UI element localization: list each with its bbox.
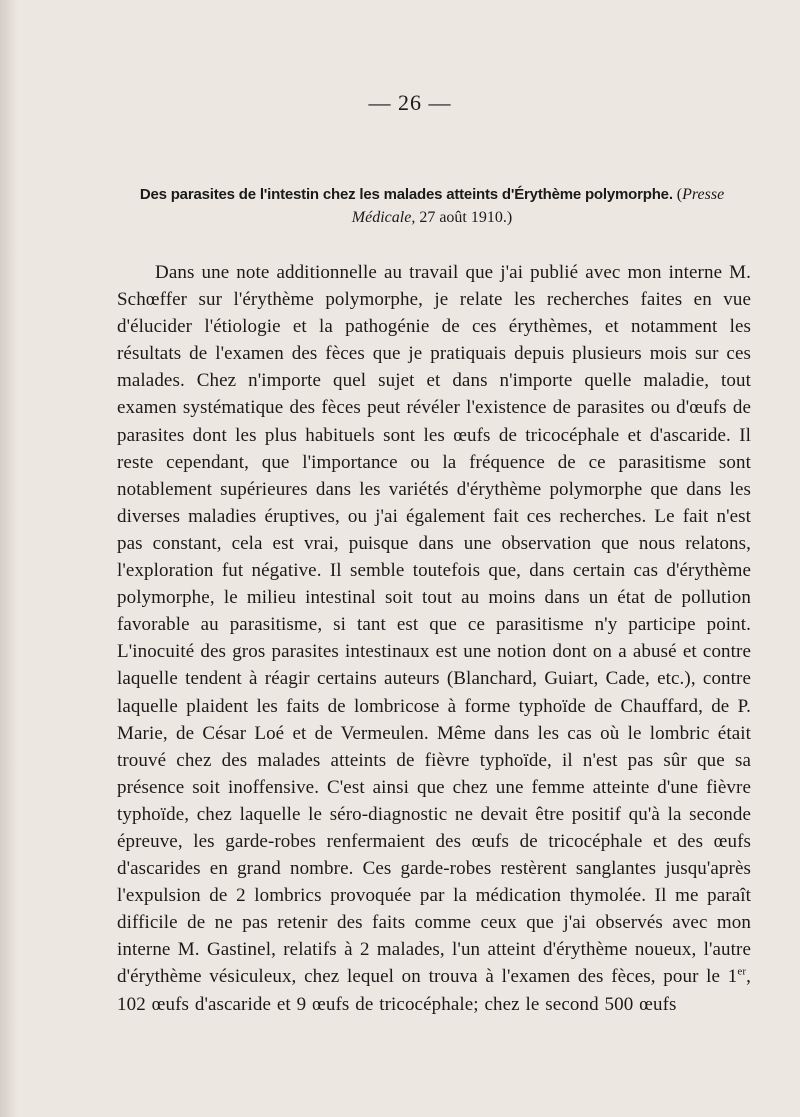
page-edge-shadow <box>0 0 18 1117</box>
body-text-end: , 102 œufs d'ascaride et 9 œufs de tricocéphale; chez le second 500 œufs <box>117 966 751 1015</box>
page-number: — 26 — <box>368 90 452 115</box>
ordinal-superscript: er <box>737 966 747 979</box>
journal-name: Presse Médicale, <box>351 186 725 226</box>
body-paragraph <box>117 259 751 1018</box>
article-citation <box>112 183 752 229</box>
body-text-main: Dans une note additionnelle au travail que j'ai publié avec mon interne M. Schœffer sur l'érythème polymorphe, je relate les recherches faites en vue d'élucider l'étiologie et la pathogénie de ces érythèmes, et notamment les résultats de l'examen des fèces que je pratiquais depuis plusieurs mois sur ces malades. Chez n'importe quel sujet et dans n'importe quelle maladie, tout examen systématique des fèces peut révéler l'existence de parasites ou d'œufs de parasites dont les plus habituels sont les œufs de tricocéphale et d'ascaride. Il reste cependant, que l'importance ou la fréquence de ce parasitisme sont notablement supérieures dans les variétés d'érythème polymorphe que dans les diverses maladies éruptives, ou j'ai également fait ces recherches. Le fait n'est pas constant, cela est vrai, puisque dans une observation que nous relatons, l'exploration fut négative. Il semble toutefois que, dans certain cas d'érythème polymorphe, le milieu intestinal soit tout au moins dans un état de pollution favorable au parasitisme, si tant est que ce parasitisme n'y participe point. L'inocuité des gros parasites intestinaux est une notion dont on a abusé et contre laquelle tendent à réagir certains auteurs (Blanchard, Guiart, Cade, etc.), contre laquelle plaident les faits de lombricose à forme typhoïde de Chauffard, de P. Marie, de César Loé et de Vermeulen. Même dans les cas où le lombric était trouvé chez des malades atteints de fièvre typhoïde, il n'est pas sûr que sa présence soit inoffensive. C'est ainsi que chez une femme atteinte d'une fièvre typhoïde, chez laquelle le séro-diagnostic ne devait être positif qu'à la seconde épreuve, les garde-robes renfermaient des œufs de tricocéphale et des œufs d'ascarides en grand nombre. Ces garde-robes restèrent sanglantes jusqu'après l'expulsion de 2 lombrics provoquée par la médication thymolée. Il me paraît difficile de ne pas retenir des faits comme ceux que j'ai observés avec mon interne M. Gastinel, relatifs à 2 malades, l'un atteint d'érythème noueux, l'autre d'érythème vésiculeux, chez lequel on trouva à l'examen des fèces, pour le 1 <box>117 262 751 988</box>
citation-open-paren: ( <box>676 186 683 203</box>
publication-date: 27 août 1910.) <box>419 209 513 226</box>
article-title: Des parasites de l'intestin chez les malades atteints d'Érythème polymorphe. <box>139 186 673 203</box>
